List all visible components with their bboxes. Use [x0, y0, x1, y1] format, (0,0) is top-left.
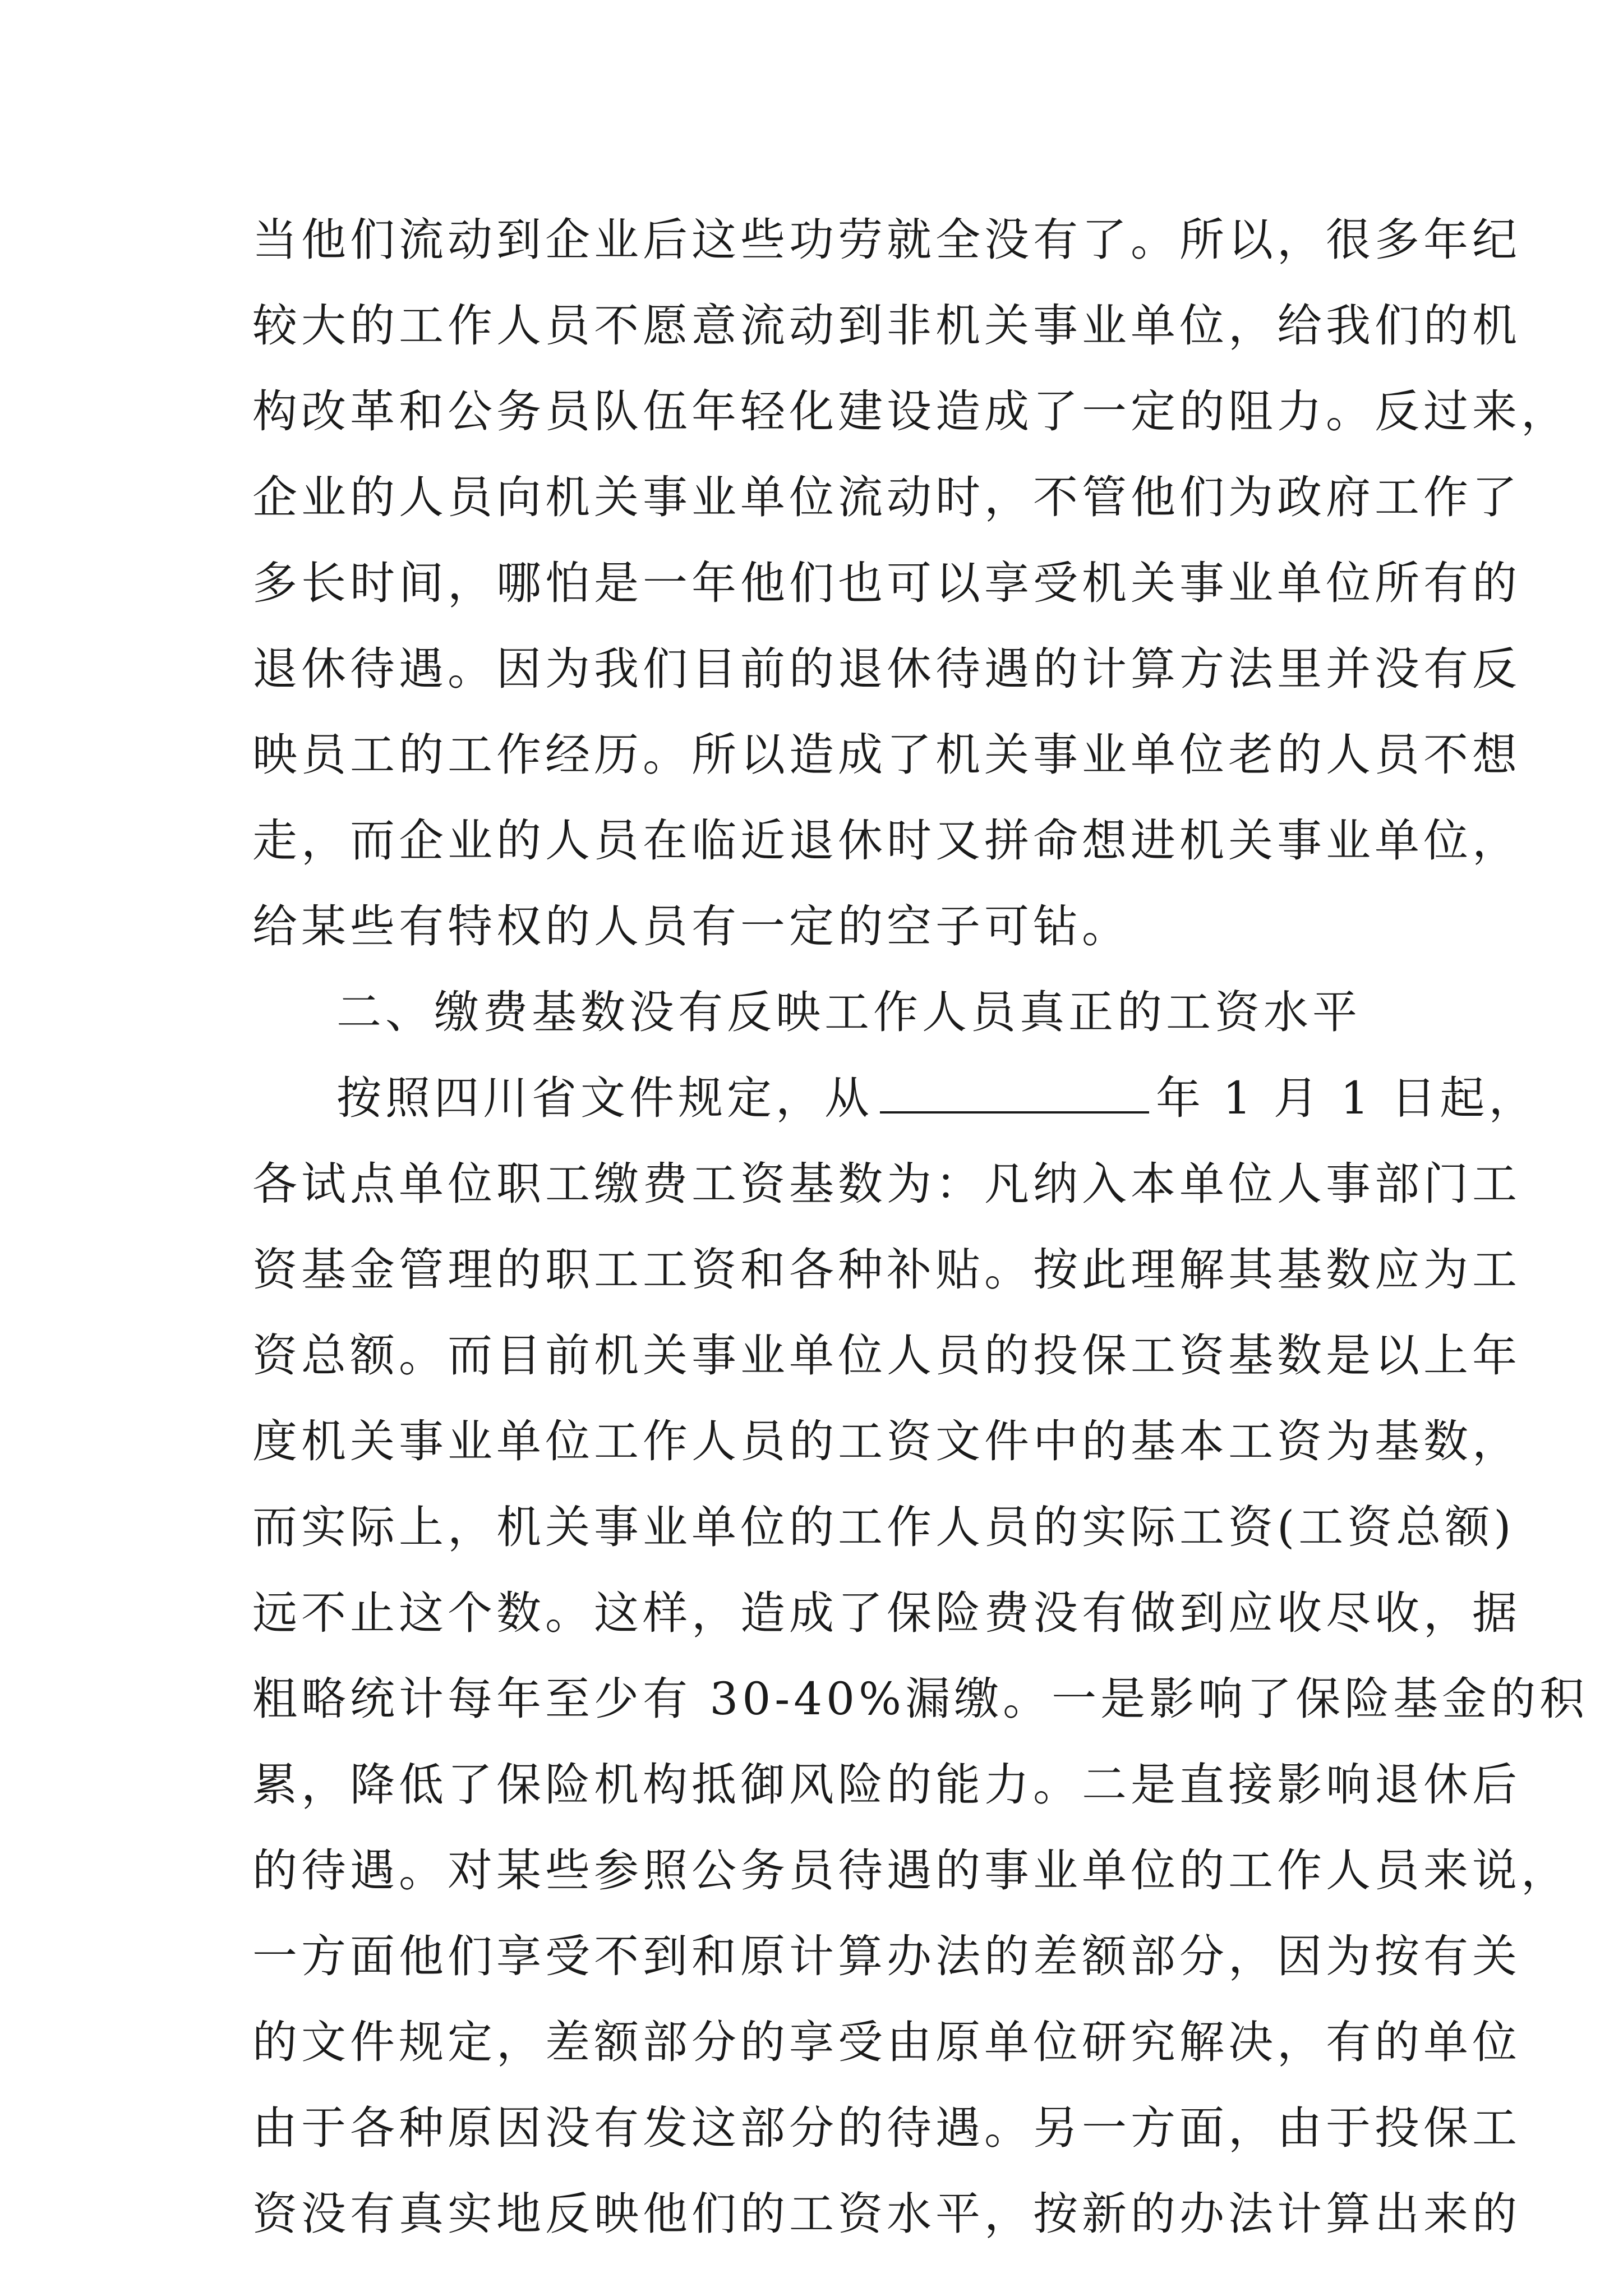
text-before-blank: 按照四川省文件规定，从 [336, 1072, 873, 1124]
text-line: 累，降低了保险机构抵御风险的能力。二是直接影响退休后 [252, 1759, 1521, 1811]
text-line: 映员工的工作经历。所以造成了机关事业单位老的人员不想 [252, 729, 1521, 781]
section-heading: 二、缴费基数没有反映工作人员真正的工资水平 [336, 986, 1361, 1038]
text-line-with-blank [336, 1065, 1538, 1132]
text-line: 多长时间，哪怕是一年他们也可以享受机关事业单位所有的 [252, 557, 1521, 609]
text-line: 各试点单位职工缴费工资基数为：凡纳入本单位人事部门工 [252, 1158, 1521, 1210]
text-line: 粗略统计每年至少有 30-40%漏缴。一是影响了保险基金的积 [252, 1673, 1589, 1725]
text-line: 资没有真实地反映他们的工资水平，按新的办法计算出来的 [252, 2188, 1521, 2240]
text-line: 退休待遇。因为我们目前的退休待遇的计算方法里并没有反 [252, 643, 1521, 695]
text-line: 较大的工作人员不愿意流动到非机关事业单位，给我们的机 [252, 300, 1521, 352]
text-line: 当他们流动到企业后这些功劳就全没有了。所以，很多年纪 [252, 214, 1521, 266]
text-line: 度机关事业单位工作人员的工资文件中的基本工资为基数， [252, 1415, 1521, 1467]
fill-in-blank [880, 1066, 1149, 1114]
text-line: 资基金管理的职工工资和各种补贴。按此理解其基数应为工 [252, 1244, 1521, 1296]
text-after-blank: 年 1 月 1 日起， [1156, 1072, 1538, 1124]
text-line: 远不止这个数。这样，造成了保险费没有做到应收尽收，据 [252, 1587, 1521, 1639]
text-line: 的文件规定，差额部分的享受由原单位研究解决，有的单位 [252, 2016, 1521, 2068]
text-line: 资总额。而目前机关事业单位人员的投保工资基数是以上年 [252, 1329, 1521, 1382]
text-line: 由于各种原因没有发这部分的待遇。另一方面，由于投保工 [252, 2102, 1521, 2154]
text-line: 企业的人员向机关事业单位流动时，不管他们为政府工作了 [252, 471, 1521, 523]
text-line: 给某些有特权的人员有一定的空子可钻。 [252, 900, 1131, 953]
text-line: 走，而企业的人员在临近退休时又拼命想进机关事业单位， [252, 815, 1521, 867]
text-line: 一方面他们享受不到和原计算办法的差额部分，因为按有关 [252, 1930, 1521, 1982]
text-line: 构改革和公务员队伍年轻化建设造成了一定的阻力。反过来， [252, 385, 1570, 438]
text-line: 的待遇。对某些参照公务员待遇的事业单位的工作人员来说， [252, 1844, 1570, 1897]
text-line: 而实际上，机关事业单位的工作人员的实际工资(工资总额) [252, 1501, 1515, 1553]
